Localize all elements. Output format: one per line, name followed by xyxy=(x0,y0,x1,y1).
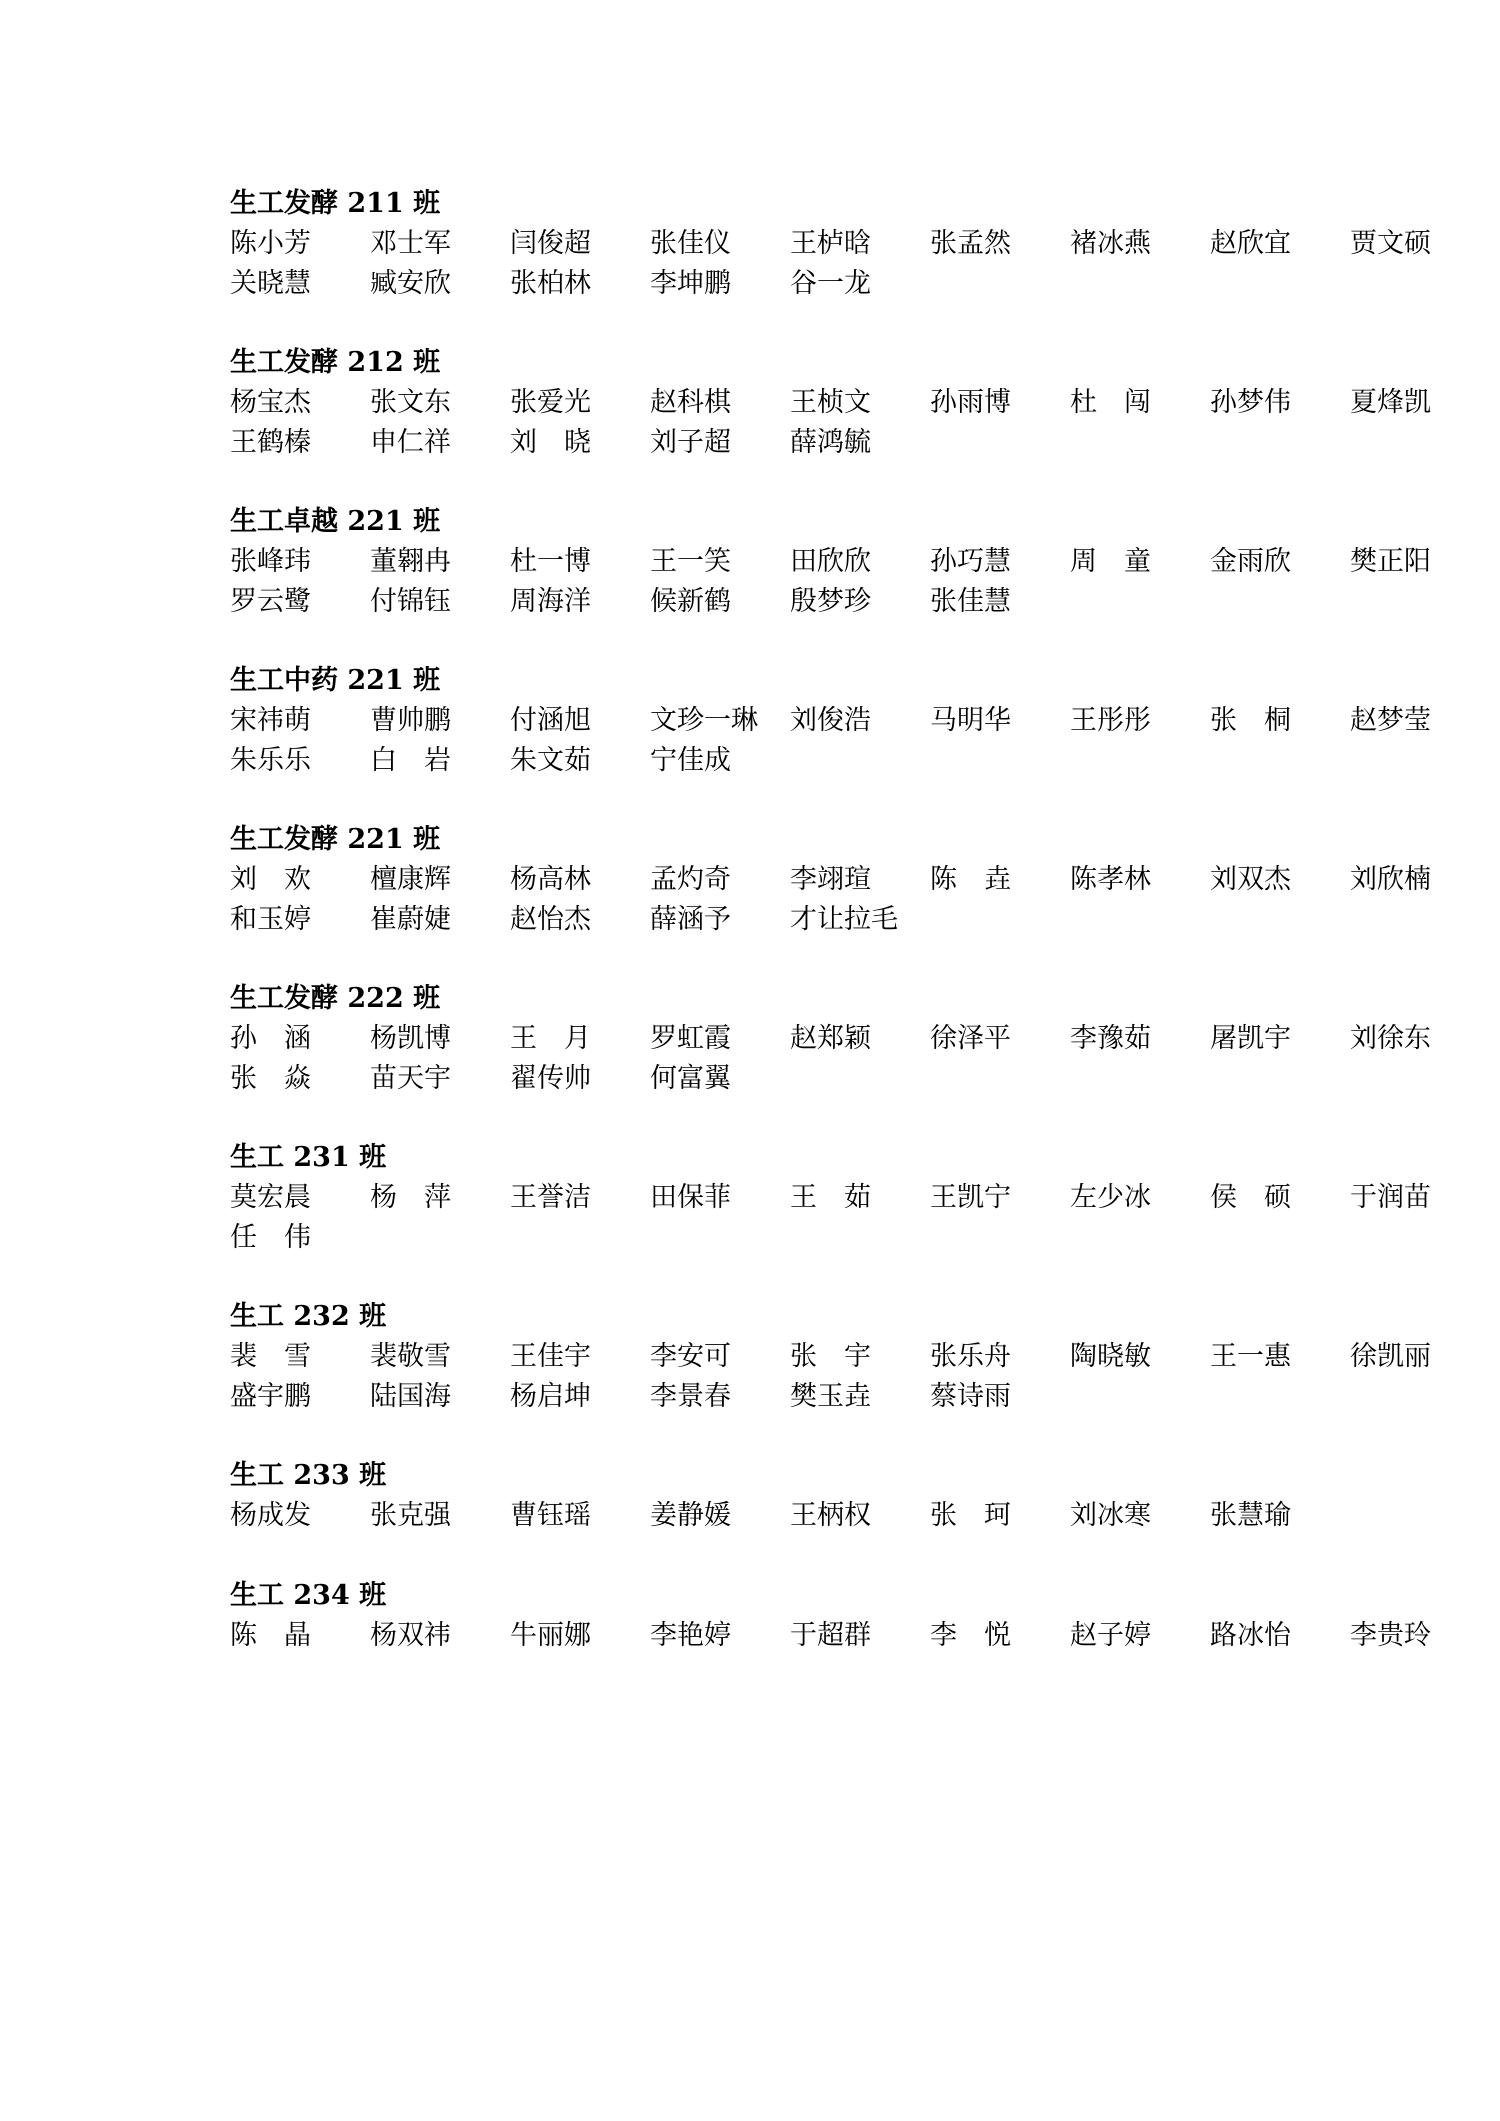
student-name: 孙梦伟 xyxy=(1210,387,1291,418)
student-name: 朱乐乐 xyxy=(230,745,311,776)
class-section xyxy=(230,343,1431,463)
student-name: 付涵旭 xyxy=(510,705,591,736)
class-section xyxy=(230,502,1431,622)
student-name: 王佳宇 xyxy=(510,1341,591,1372)
student-name: 樊正阳 xyxy=(1350,546,1431,577)
student-name: 王一笑 xyxy=(650,546,731,577)
student-name: 董翱冉 xyxy=(370,546,451,577)
student-name: 陈小芳 xyxy=(230,228,311,259)
class-section xyxy=(230,661,1431,781)
student-name: 罗云鹭 xyxy=(230,586,311,617)
student-name: 王 茹 xyxy=(790,1182,871,1213)
student-name: 张佳慧 xyxy=(930,586,1011,617)
student-name: 赵梦莹 xyxy=(1350,705,1431,736)
student-name: 莫宏晨 xyxy=(230,1182,311,1213)
student-name: 薛涵予 xyxy=(650,904,731,935)
student-name: 刘冰寒 xyxy=(1070,1500,1151,1531)
name-row xyxy=(230,1496,1330,1536)
name-row xyxy=(230,1218,1330,1258)
student-name: 金雨欣 xyxy=(1210,546,1291,577)
student-name: 李豫茹 xyxy=(1070,1023,1151,1054)
student-name: 朱文茹 xyxy=(510,745,591,776)
student-name: 夏烽凯 xyxy=(1350,387,1431,418)
student-name: 翟传帅 xyxy=(510,1063,591,1094)
student-name: 王誉洁 xyxy=(510,1182,591,1213)
student-name: 贾文硕 xyxy=(1350,228,1431,259)
student-name: 杨双祎 xyxy=(370,1620,451,1651)
student-name: 王桢文 xyxy=(790,387,871,418)
student-name: 候新鹤 xyxy=(650,586,731,617)
student-name: 姜静媛 xyxy=(650,1500,731,1531)
student-name: 刘双杰 xyxy=(1210,864,1291,895)
student-name: 王凯宁 xyxy=(930,1182,1011,1213)
student-name: 赵欣宜 xyxy=(1210,228,1291,259)
student-name: 徐泽平 xyxy=(930,1023,1011,1054)
student-name: 左少冰 xyxy=(1070,1182,1151,1213)
student-name: 杜 闯 xyxy=(1070,387,1151,418)
student-name: 宋祎萌 xyxy=(230,705,311,736)
student-name: 殷梦珍 xyxy=(790,586,871,617)
student-name: 苗天宇 xyxy=(370,1063,451,1094)
class-title: 生工中药 221 班 xyxy=(230,665,441,696)
student-name: 张 宇 xyxy=(790,1341,871,1372)
student-name: 赵子婷 xyxy=(1070,1620,1151,1651)
name-row xyxy=(230,741,1330,781)
student-name: 裴 雪 xyxy=(230,1341,311,1372)
student-name: 张柏林 xyxy=(510,268,591,299)
student-name: 陈 垚 xyxy=(930,864,1011,895)
student-name: 张克强 xyxy=(370,1500,451,1531)
class-title: 生工 233 班 xyxy=(230,1460,387,1491)
student-name: 杨成发 xyxy=(230,1500,311,1531)
student-name: 褚冰燕 xyxy=(1070,228,1151,259)
class-title: 生工 231 班 xyxy=(230,1142,387,1173)
student-name: 田保菲 xyxy=(650,1182,731,1213)
student-name: 王一惠 xyxy=(1210,1341,1291,1372)
name-row xyxy=(230,423,1330,463)
student-name: 申仁祥 xyxy=(370,427,451,458)
student-name: 关晓慧 xyxy=(230,268,311,299)
student-name: 于润苗 xyxy=(1350,1182,1431,1213)
student-name: 于超群 xyxy=(790,1620,871,1651)
class-section xyxy=(230,184,1431,304)
student-name: 和玉婷 xyxy=(230,904,311,935)
class-section xyxy=(230,1297,1431,1417)
student-name: 杨 萍 xyxy=(370,1182,451,1213)
student-name: 刘子超 xyxy=(650,427,731,458)
student-name: 王栌晗 xyxy=(790,228,871,259)
student-name: 孙巧慧 xyxy=(930,546,1011,577)
student-name: 牛丽娜 xyxy=(510,1620,591,1651)
student-name: 文珍一琳 xyxy=(650,705,758,736)
student-name: 宁佳成 xyxy=(650,745,731,776)
class-title: 生工发酵 212 班 xyxy=(230,347,441,378)
student-name: 李贵玲 xyxy=(1350,1620,1431,1651)
student-name: 周海洋 xyxy=(510,586,591,617)
class-section xyxy=(230,820,1431,940)
student-name: 王 月 xyxy=(510,1023,591,1054)
student-name: 张慧瑜 xyxy=(1210,1500,1291,1531)
student-name: 曹钰瑶 xyxy=(510,1500,591,1531)
student-name: 才让拉毛 xyxy=(790,904,898,935)
student-name: 谷一龙 xyxy=(790,268,871,299)
student-name: 盛宇鹏 xyxy=(230,1381,311,1412)
student-name: 周 童 xyxy=(1070,546,1151,577)
class-title: 生工发酵 221 班 xyxy=(230,824,441,855)
name-row xyxy=(230,542,1431,582)
student-name: 陈孝林 xyxy=(1070,864,1151,895)
student-name: 李安可 xyxy=(650,1341,731,1372)
student-name: 杨高林 xyxy=(510,864,591,895)
student-name: 陆国海 xyxy=(370,1381,451,1412)
name-row xyxy=(230,1178,1431,1218)
student-name: 杨凯博 xyxy=(370,1023,451,1054)
student-name: 李 悦 xyxy=(930,1620,1011,1651)
student-name: 何富翼 xyxy=(650,1063,731,1094)
student-name: 刘 晓 xyxy=(510,427,591,458)
student-name: 刘欣楠 xyxy=(1350,864,1431,895)
student-name: 李艳婷 xyxy=(650,1620,731,1651)
class-section xyxy=(230,1138,1431,1258)
name-row xyxy=(230,1377,1330,1417)
student-name: 罗虹霞 xyxy=(650,1023,731,1054)
class-section xyxy=(230,1456,1330,1536)
class-title: 生工发酵 222 班 xyxy=(230,983,441,1014)
student-name: 张峰玮 xyxy=(230,546,311,577)
name-row xyxy=(230,264,1330,304)
class-title: 生工卓越 221 班 xyxy=(230,506,441,537)
student-name: 孙 涵 xyxy=(230,1023,311,1054)
student-name: 徐凯丽 xyxy=(1350,1341,1431,1372)
student-name: 陶晓敏 xyxy=(1070,1341,1151,1372)
name-row xyxy=(230,900,1330,940)
student-name: 张孟然 xyxy=(930,228,1011,259)
student-name: 裴敬雪 xyxy=(370,1341,451,1372)
student-name: 马明华 xyxy=(930,705,1011,736)
student-name: 张佳仪 xyxy=(650,228,731,259)
class-title: 生工 234 班 xyxy=(230,1580,387,1611)
student-name: 路冰怡 xyxy=(1210,1620,1291,1651)
student-name: 蔡诗雨 xyxy=(930,1381,1011,1412)
student-name: 檀康辉 xyxy=(370,864,451,895)
student-name: 李坤鹏 xyxy=(650,268,731,299)
student-name: 付锦钰 xyxy=(370,586,451,617)
student-name: 刘 欢 xyxy=(230,864,311,895)
student-name: 臧安欣 xyxy=(370,268,451,299)
student-name: 王鹤榛 xyxy=(230,427,311,458)
student-name: 赵郑颖 xyxy=(790,1023,871,1054)
student-name: 杨宝杰 xyxy=(230,387,311,418)
student-name: 杨启坤 xyxy=(510,1381,591,1412)
class-section xyxy=(230,1576,1431,1656)
name-row xyxy=(230,1019,1431,1059)
student-name: 王柄权 xyxy=(790,1500,871,1531)
student-name: 刘徐东 xyxy=(1350,1023,1431,1054)
student-name: 屠凯宇 xyxy=(1210,1023,1291,1054)
student-name: 赵怡杰 xyxy=(510,904,591,935)
student-name: 王彤彤 xyxy=(1070,705,1151,736)
student-name: 张乐舟 xyxy=(930,1341,1011,1372)
class-section xyxy=(230,979,1431,1099)
student-name: 李翊瑄 xyxy=(790,864,871,895)
name-row xyxy=(230,1059,1330,1099)
student-name: 孙雨博 xyxy=(930,387,1011,418)
student-name: 张 焱 xyxy=(230,1063,311,1094)
name-row xyxy=(230,383,1431,423)
student-name: 张文东 xyxy=(370,387,451,418)
student-name: 樊玉垚 xyxy=(790,1381,871,1412)
student-name: 白 岩 xyxy=(370,745,451,776)
name-row xyxy=(230,1337,1431,1377)
student-name: 田欣欣 xyxy=(790,546,871,577)
student-name: 陈 晶 xyxy=(230,1620,311,1651)
student-name: 李景春 xyxy=(650,1381,731,1412)
student-name: 邓士军 xyxy=(370,228,451,259)
student-name: 侯 硕 xyxy=(1210,1182,1291,1213)
name-row xyxy=(230,1616,1431,1656)
student-name: 崔蔚婕 xyxy=(370,904,451,935)
class-title: 生工 232 班 xyxy=(230,1301,387,1332)
student-name: 孟灼奇 xyxy=(650,864,731,895)
student-name: 杜一博 xyxy=(510,546,591,577)
name-row xyxy=(230,224,1431,264)
student-name: 赵科棋 xyxy=(650,387,731,418)
student-name: 张爱光 xyxy=(510,387,591,418)
name-row xyxy=(230,582,1330,622)
student-name: 闫俊超 xyxy=(510,228,591,259)
name-row xyxy=(230,860,1431,900)
name-row xyxy=(230,701,1431,741)
class-title: 生工发酵 211 班 xyxy=(230,188,441,219)
student-name: 薛鸿毓 xyxy=(790,427,871,458)
student-name: 刘俊浩 xyxy=(790,705,871,736)
student-name: 曹帅鹏 xyxy=(370,705,451,736)
student-name: 张 珂 xyxy=(930,1500,1011,1531)
student-name: 张 桐 xyxy=(1210,705,1291,736)
student-name: 任 伟 xyxy=(230,1222,311,1253)
